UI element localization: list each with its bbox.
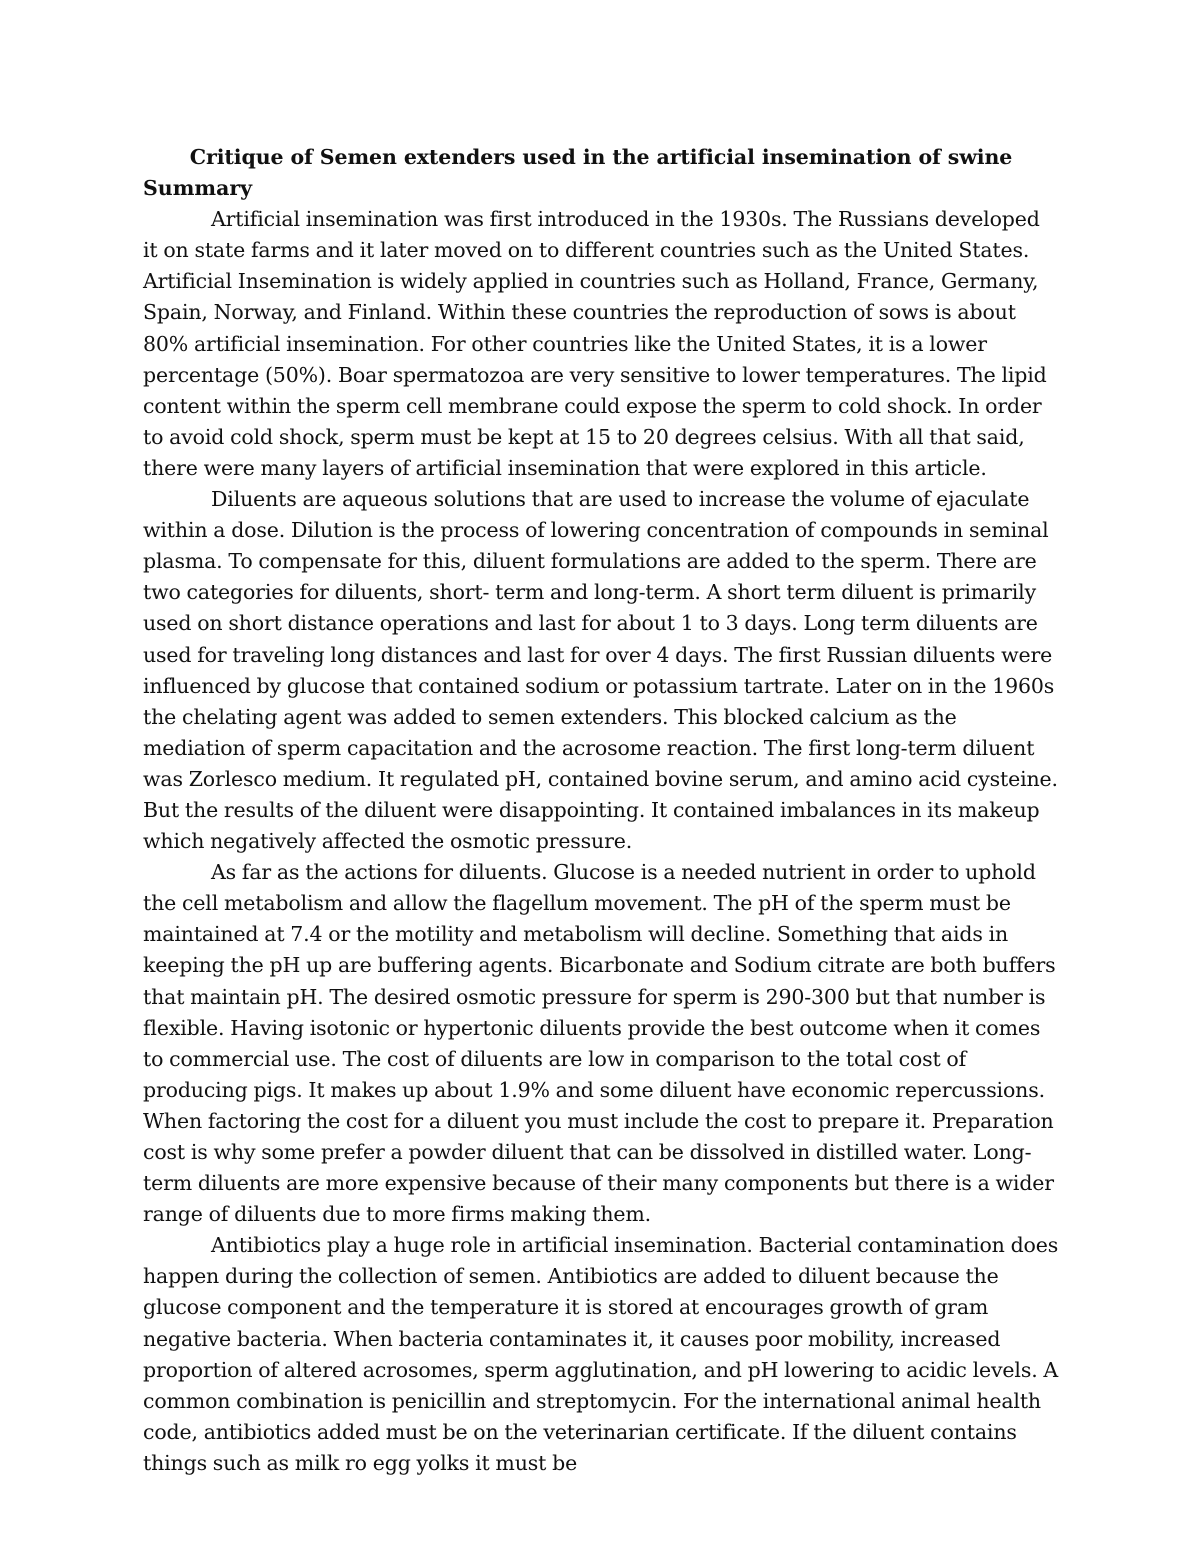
paragraph-3: As far as the actions for diluents. Glucose is a needed nutrient in order to uphold the cell metabolism and allow the flagellum movement. The pH of the sperm must be maintained at 7.4 or the motility and metabolism will decline. Something that aids in keeping the pH up are buffering agents. Bicarbonate and Sodium citrate are both buffers that maintain pH. The desired osmotic pressure for sperm is 290-300 but that number is flexible. Having isotonic or hypertonic diluents provide the best outcome when it comes to commercial use. The cost of diluents are low in comparison to the total cost of producing pigs. It makes up about 1.9% and some diluent have economic repercussions. When factoring the cost for a diluent you must include the cost to prepare it. Preparation cost is why some prefer a powder diluent that can be dissolved in distilled water. Long-term diluents are more expensive because of their many components but there is a wider range of diluents due to more firms making them. xyxy=(143,860,1056,1227)
document-title: Critique of Semen extenders used in the artificial insemination of swine xyxy=(189,145,1013,169)
document-body xyxy=(143,142,1059,1479)
paragraph-1: Artificial insemination was first introduced in the 1930s. The Russians developed it on state farms and it later moved on to different countries such as the United States. Artificial Insemination is widely applied in countries such as Holland, France, Germany, Spain, Norway, and Finland. Within these countries the reproduction of sows is about 80% artificial insemination. For other countries like the United States, it is a lower percentage (50%). Boar spermatozoa are very sensitive to lower temperatures. The lipid content within the sperm cell membrane could expose the sperm to cold shock. In order to avoid cold shock, sperm must be kept at 15 to 20 degrees celsius. With all that said, there were many layers of artificial insemination that were explored in this article. xyxy=(143,207,1047,480)
paragraph-4: Antibiotics play a huge role in artificial insemination. Bacterial contamination does happen during the collection of semen. Antibiotics are added to diluent because the glucose component and the temperature it is stored at encourages growth of gram negative bacteria. When bacteria contaminates it, it causes poor mobility, increased proportion of altered acrosomes, sperm agglutination, and pH lowering to acidic levels. A common combination is penicillin and streptomycin. For the international animal health code, antibiotics added must be on the veterinarian certificate. If the diluent contains things such as milk ro egg yolks it must be xyxy=(143,1233,1059,1475)
paragraph-2: Diluents are aqueous solutions that are used to increase the volume of ejaculate within a dose. Dilution is the process of lowering concentration of compounds in seminal plasma. To compensate for this, diluent formulations are added to the sperm. There are two categories for diluents, short- term and long-term. A short term diluent is primarily used on short distance operations and last for about 1 to 3 days. Long term diluents are used for traveling long distances and last for over 4 days. The first Russian diluents were influenced by glucose that contained sodium or potassium tartrate. Later on in the 1960s the chelating agent was added to semen extenders. This blocked calcium as the mediation of sperm capacitation and the acrosome reaction. The first long-term diluent was Zorlesco medium. It regulated pH, contained bovine serum, and amino acid cysteine. But the results of the diluent were disappointing. It contained imbalances in its makeup which negatively affected the osmotic pressure. xyxy=(143,487,1058,854)
section-heading-summary: Summary xyxy=(143,176,253,201)
